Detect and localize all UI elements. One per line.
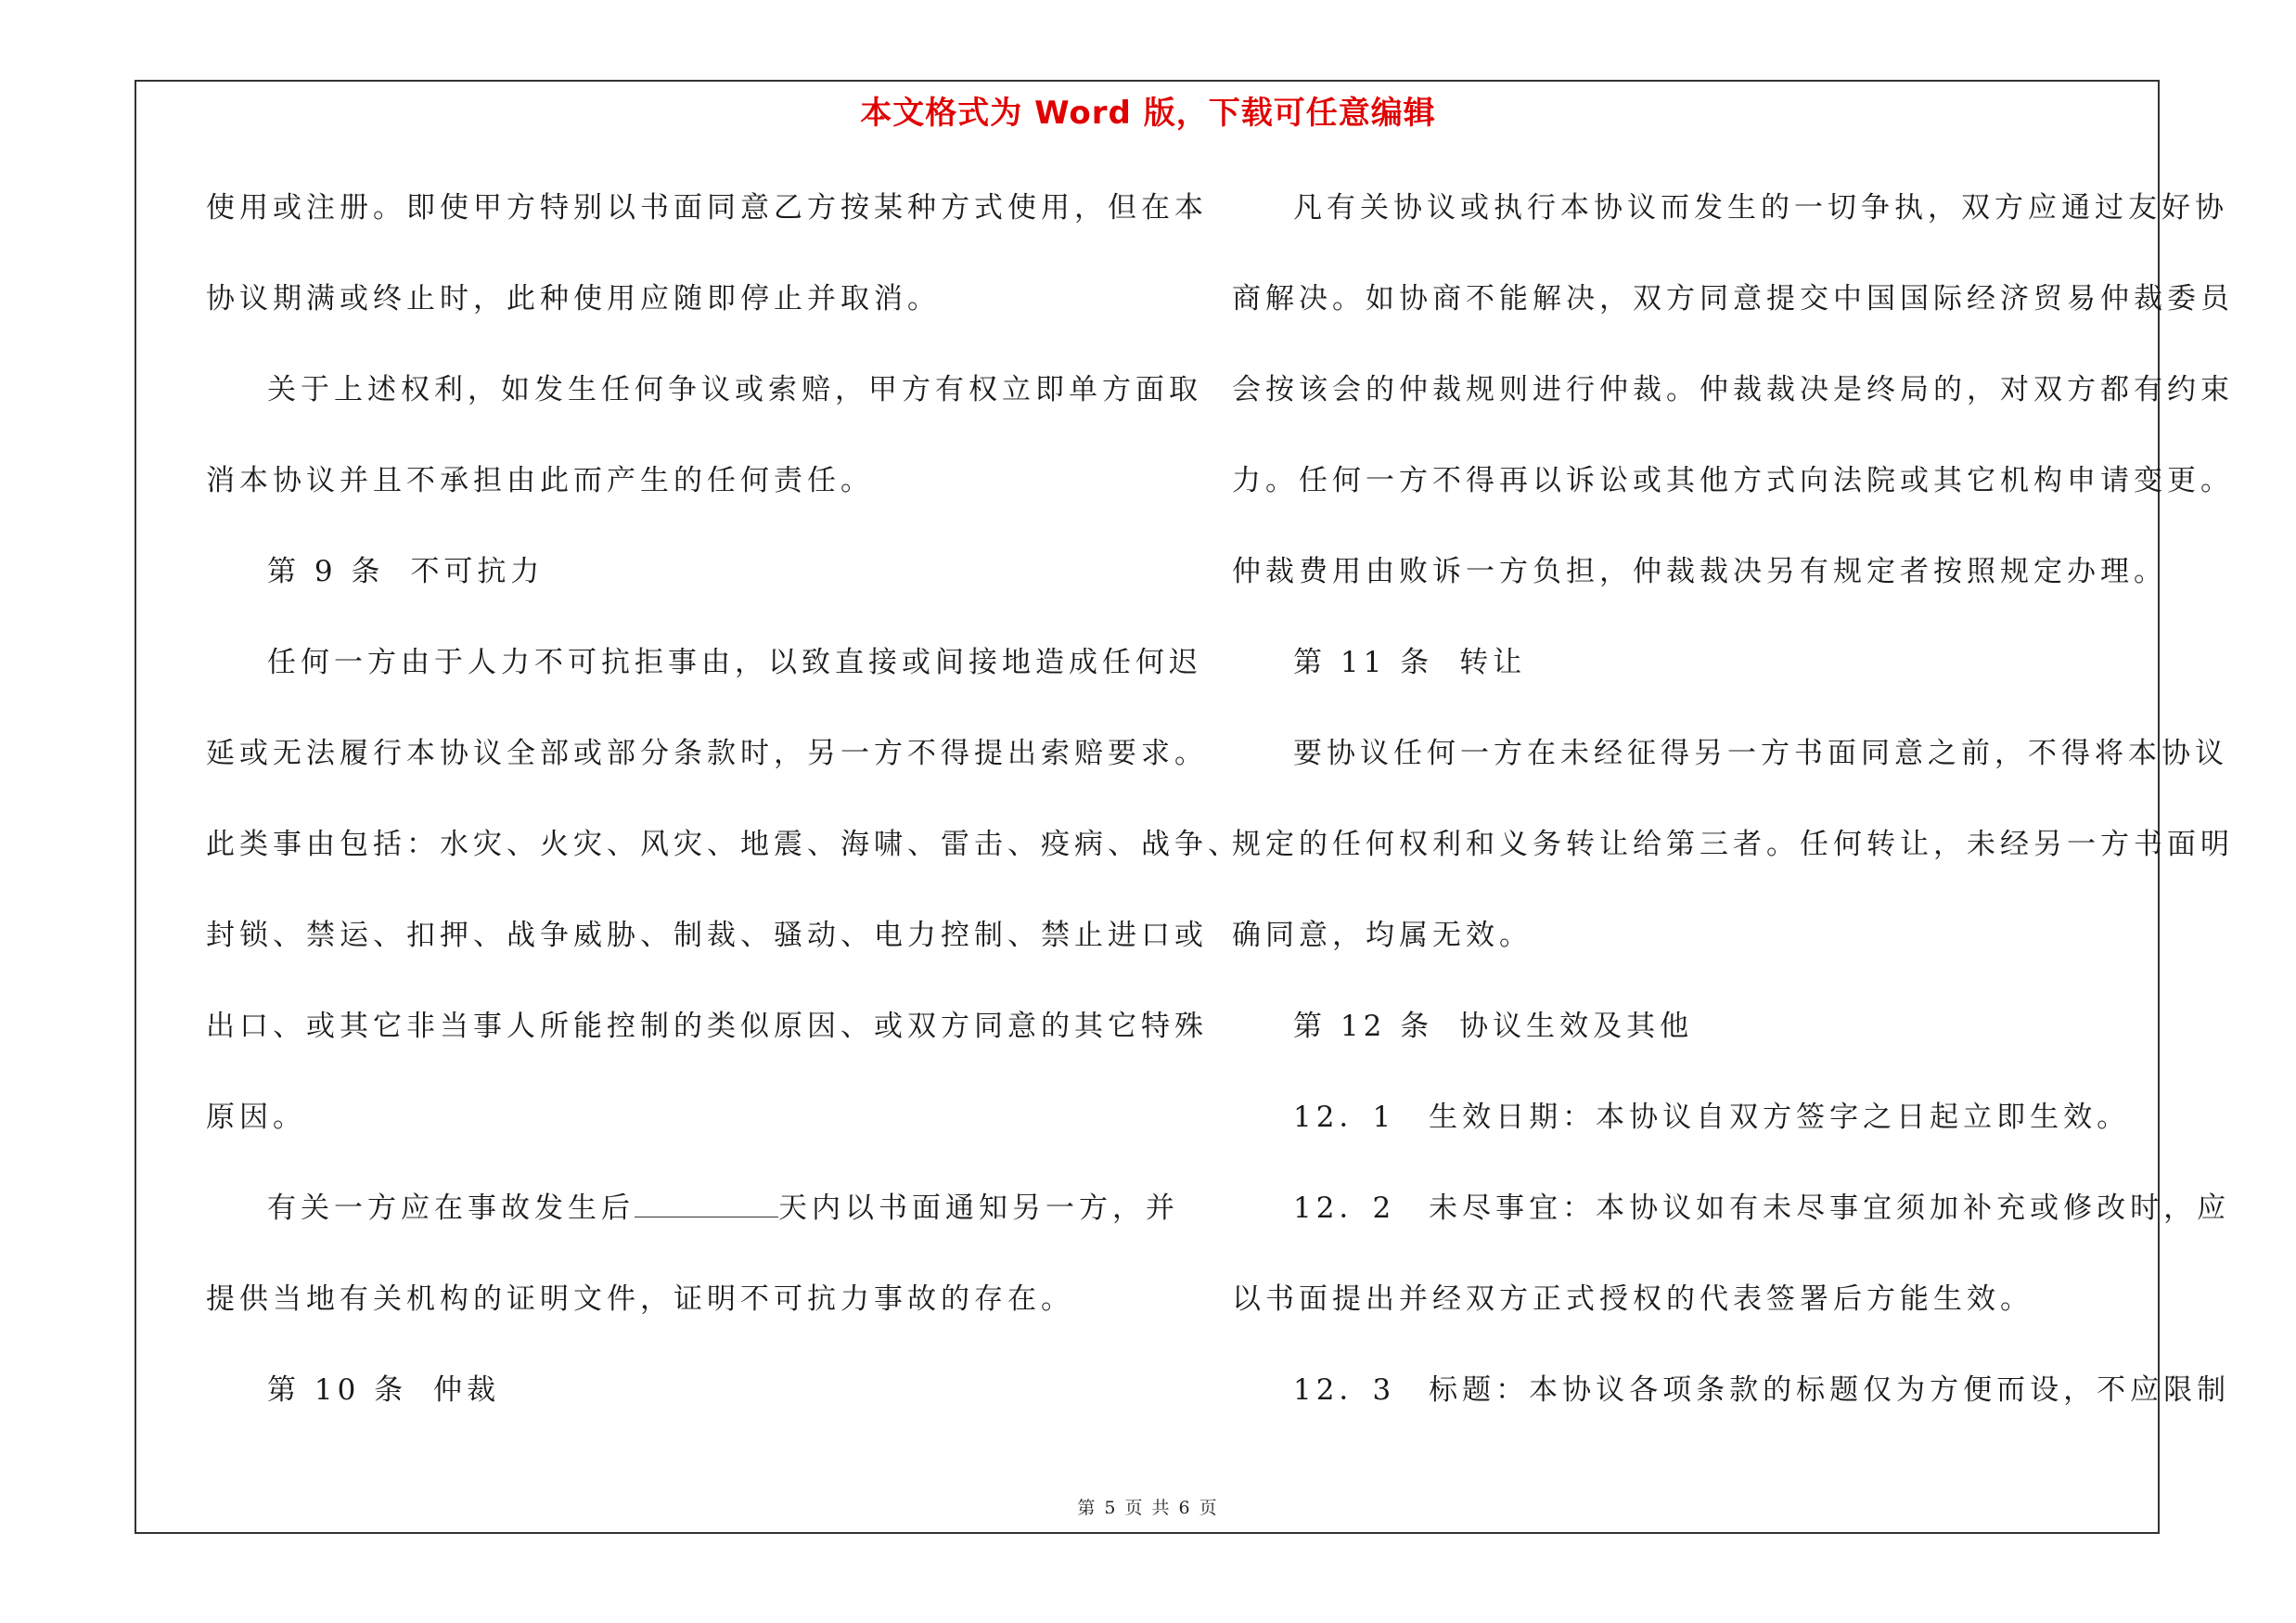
- page-number-footer: 第 5 页 共 6 页: [1077, 1498, 1219, 1518]
- article-title: 协议生效及其他: [1459, 1010, 1694, 1043]
- paragraph-line-with-blank: [206, 1182, 1179, 1273]
- text-segment: 有关一方应在事故发生后: [267, 1191, 635, 1225]
- paragraph-line: 会按该会的仲裁规则进行仲裁。仲裁裁决是终局的，对双方都有约束: [1232, 373, 2234, 406]
- paragraph-line: 协议期满或终止时，此种使用应随即停止并取消。: [206, 282, 941, 316]
- article-title: 仲裁: [433, 1373, 501, 1407]
- paragraph-line: 使用或注册。即使甲方特别以书面同意乙方按某种方式使用，但在本: [206, 191, 1208, 225]
- right-column: [1232, 182, 2234, 1455]
- paragraph-line: 原因。: [206, 1101, 306, 1134]
- paragraph-line: 力。任何一方不得再以诉讼或其他方式向法院或其它机构申请变更。: [1232, 464, 2234, 497]
- paragraph-line: 以书面提出并经双方正式授权的代表签署后方能生效。: [1232, 1282, 2033, 1316]
- article-title: 不可抗力: [410, 555, 545, 588]
- paragraph-line: 消本协议并且不承担由此而产生的任何责任。: [206, 464, 874, 497]
- article-12-heading: [1232, 1000, 2150, 1091]
- clause-line: 12．3 标题：本协议各项条款的标题仅为方便而设，不应限制: [1293, 1373, 2231, 1407]
- paragraph-line: 要协议任何一方在未经征得另一方书面同意之前，不得将本协议: [1293, 737, 2228, 770]
- article-9-heading: [206, 546, 1124, 637]
- article-number: 第 10 条: [267, 1373, 408, 1407]
- left-column: [206, 182, 1241, 1455]
- paragraph-line: 仲裁费用由败诉一方负担，仲裁裁决另有规定者按照规定办理。: [1232, 555, 2167, 588]
- paragraph-line: 封锁、禁运、扣押、战争威胁、制裁、骚动、电力控制、禁止进口或: [206, 919, 1208, 952]
- paragraph-line: 此类事由包括：水灾、火灾、风灾、地震、海啸、雷击、疫病、战争、: [206, 828, 1241, 861]
- paragraph-line: 确同意，均属无效。: [1232, 919, 1533, 952]
- clause-line: 12．1 生效日期：本协议自双方签字之日起立即生效。: [1293, 1101, 2131, 1134]
- paragraph-line: 任何一方由于人力不可抗拒事由，以致直接或间接地造成任何迟: [267, 646, 1202, 679]
- text-segment: 天内以书面通知另一方，并: [778, 1191, 1179, 1225]
- article-10-heading: [206, 1364, 1124, 1455]
- article-number: 第 12 条: [1293, 1010, 1434, 1043]
- article-title: 转让: [1459, 646, 1527, 679]
- paragraph-line: 提供当地有关机构的证明文件，证明不可抗力事故的存在。: [206, 1282, 1074, 1316]
- format-banner: 本文格式为 Word 版，下载可任意编辑: [860, 95, 1436, 132]
- paragraph-line: 关于上述权利，如发生任何争议或索赔，甲方有权立即单方面取: [267, 373, 1202, 406]
- paragraph-line: 商解决。如协商不能解决，双方同意提交中国国际经济贸易仲裁委员: [1232, 282, 2234, 316]
- paragraph-line: 出口、或其它非当事人所能控制的类似原因、或双方同意的其它特殊: [206, 1010, 1208, 1043]
- paragraph-line: 规定的任何权利和义务转让给第三者。任何转让，未经另一方书面明: [1232, 828, 2234, 861]
- clause-line: 12．2 未尽事宜：本协议如有未尽事宜须加补充或修改时，应: [1293, 1191, 2231, 1225]
- paragraph-line: 凡有关协议或执行本协议而发生的一切争执，双方应通过友好协: [1293, 191, 2228, 225]
- article-11-heading: [1232, 637, 2150, 728]
- paragraph-line: 延或无法履行本协议全部或部分条款时，另一方不得提出索赔要求。: [206, 737, 1208, 770]
- fill-in-blank[interactable]: [635, 1191, 778, 1217]
- article-number: 第 9 条: [267, 555, 385, 588]
- article-number: 第 11 条: [1293, 646, 1434, 679]
